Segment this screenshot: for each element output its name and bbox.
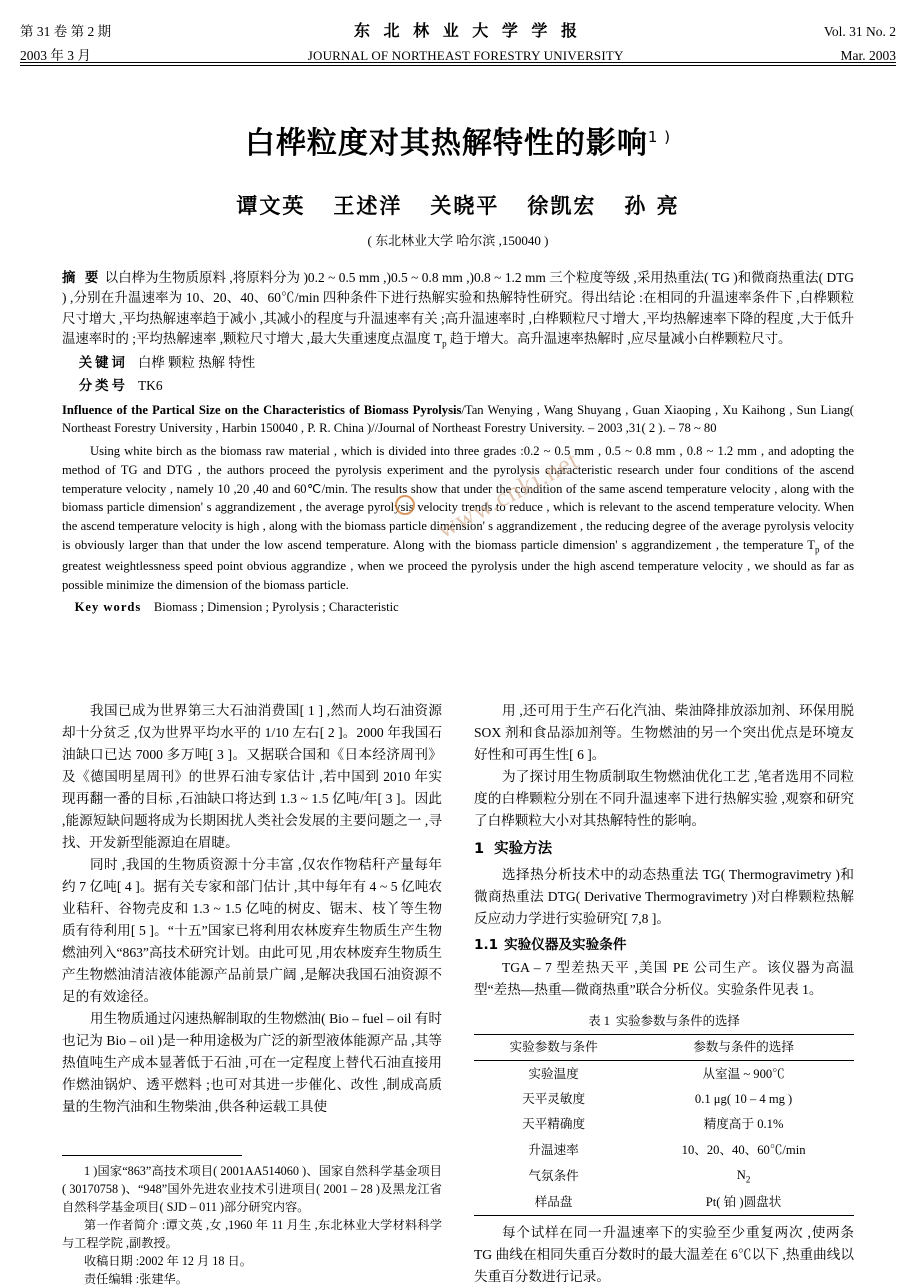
table-row [474, 1163, 854, 1190]
table-cell: 升温速率 [528, 1142, 579, 1157]
section-number-1: 1 [474, 841, 485, 858]
page-title-text: 白桦粒度对其热解特性的影响 [244, 126, 648, 161]
section-title-1-1: 实验仪器及实验条件 [504, 936, 627, 953]
paragraph: 为了探讨用生物质制取生物燃油优化工艺 ,笔者选用不同粒度的白桦颗粒分别在不同升温速率下进行热解实验 ,观察和研究了白桦颗粒大小对其热解特性的影响。 [474, 769, 854, 829]
table-header-cell: 实验参数与条件 [474, 1034, 633, 1060]
abstract-label-cn: 摘 要 [62, 270, 102, 285]
section-title-1: 实验方法 [494, 841, 553, 858]
table-row [474, 1061, 854, 1087]
classification-label-cn: 分类号 [78, 377, 128, 393]
table-row [474, 1087, 854, 1112]
table-row [474, 1190, 854, 1216]
paragraph: 用生物质通过闪速热解制取的生物燃油( Bio – fuel – oil 有时也记为 Bio – oil )是一种用途极为广泛的新型液体能源产品 ,其等热值吨生产成本显著低于石油 ,可在一定程度上替代石油直接用作燃油锅炉、透平燃料 ;也可对其进一步催化、改性 ,制成高质量的生物汽油和生物柴油 ,供各种运载工具使 [62, 1011, 442, 1115]
abstract-en-text: Using white birch as the biomass raw material , which is divided into three grades :0.2 ~ 0.5 mm , 0.5 ~ 0.8 mm , 0.8 ~ 1.2 mm , and adopting the method of TG and DTG , the authors proceed the pyrolysis experiment and the pyrolysis characteristic research under four conditions of the ascend temperature velocity , namely 10 ,20 ,40 and 60℃/min. The results show that under the condition of the same ascend temperature velocity , along with the biomass particle dimension' s aggrandizement , the average pyrolysis velocity trends to reduce , which is relevant to the ascend temperature velocity. When the ascend temperature velocity is high , along with the biomass particle dimension' s aggrandizement , the reducing degree of the average pyrolysis velocity is obviously larger than that under the low ascend temperature. Along with the biomass particle dimension' s aggrandizement , the temperature T [62, 443, 854, 553]
abstract-text-cn: 以白桦为生物质原料 ,将原料分为 )0.2 ~ 0.5 mm ,)0.5 ~ 0.8 mm ,)0.8 ~ 1.2 mm 三个粒度等级 ,采用热重法( TG )和微商热重法( DTG ) ,分别在升温速率为 10、20、40、60℃/min 四种条件下进行热解实验和热解特性研究。得出结论 :在相同的升温速率条件下 ,白桦颗粒尺寸增大 ,平均热解速率趋于减小 ,其减小的程度与升温速率有关 ;高升温速率时 ,白桦颗粒尺寸增大 ,平均热解速率下降的程度 ,大于低升温速率时的 ;平均热解速率 ,颗粒尺寸增大 ,最大失重速度点温度 T [62, 270, 854, 347]
abstract-en-subscript-p: p [814, 544, 820, 555]
author-list [0, 190, 916, 220]
column-left [62, 700, 442, 1118]
paragraph: 用 ,还可用于生产石化汽油、柴油降排放添加剂、环保用脱 SOX 剂和食品添加剂等。生物燃油的另一个突出优点是环境友好性和可再生性[ 6 ]。 [474, 703, 854, 763]
table-cell: 10、20、40、60℃/min [681, 1142, 806, 1157]
english-title-meta: /Tan Wenying , Wang Shuyang , Guan Xiaoping , Xu Kaihong , Sun Liang( Northeast Forestry University , Harbin 150040 , P. R. China )//Journal of Northeast Forestry University. – 2003 ,31( 2 ). – 78 ~ 80 [62, 403, 854, 436]
abstract-subscript-p: p [442, 338, 447, 349]
section-heading-1 [474, 838, 854, 861]
footnotes [62, 1162, 442, 1288]
table-number: 表 1 [588, 1013, 610, 1028]
footnote-rule [62, 1155, 242, 1156]
table-cell: 天平精确度 [522, 1117, 586, 1132]
journal-title-cn: 东 北 林 业 大 学 学 报 [353, 21, 581, 40]
table-cell: 样品盘 [474, 1190, 633, 1216]
table-cell: 天平灵敏度 [522, 1092, 586, 1107]
volume-issue-en: Vol. 31 No. 2 [823, 24, 896, 39]
table-caption [474, 1011, 854, 1031]
column-right [474, 700, 854, 1288]
keywords-label-cn: 关键词 [78, 355, 128, 371]
header-rule-thick [20, 62, 896, 63]
issue-date-en: Mar. 2003 [840, 48, 896, 63]
footnote-item: 责任编辑 :张建华。 [84, 1272, 188, 1287]
author-2: 王述洋 [333, 194, 403, 218]
classification-row [62, 376, 854, 396]
title-footnote-marker: 1 ) [647, 128, 672, 146]
keywords-cn-row [62, 353, 854, 373]
abstract-en [62, 442, 854, 595]
keywords-en: Biomass ; Dimension ; Pyrolysis ; Characteristic [153, 599, 399, 614]
journal-title-en: JOURNAL OF NORTHEAST FORESTRY UNIVERSITY [307, 48, 624, 63]
watermark-circle-icon [395, 495, 415, 515]
masthead [20, 18, 896, 64]
author-5: 孙 亮 [624, 194, 680, 218]
paragraph: 同时 ,我国的生物质资源十分丰富 ,仅农作物秸秆产量每年约 7 亿吨[ 4 ]。据有关专家和部门估计 ,其中每年有 4 ~ 5 亿吨农业秸秆、谷物壳皮和 1.3 ~ 1.5 亿吨的树皮、锯末、枝丫等生物质有待利用[ 5 ]。“十五”国家已将利用农林废弃生物质生产生物燃油列入“863”高技术研究计划。由此可见 ,用农林废弃生物质生产生物燃油清洁液体能源产品前景广阔 ,是解决我国石油资源不足的有效途径。 [62, 857, 442, 1005]
table-cell: 从室温 ~ 900℃ [702, 1066, 785, 1081]
masthead-row-2 [20, 44, 896, 64]
table-header-cell: 参数与条件的选择 [633, 1034, 854, 1060]
section-heading-1-1 [474, 934, 854, 956]
table-cell: 精度高于 0.1% [703, 1117, 784, 1132]
masthead-row-1 [20, 18, 896, 41]
footnote-item: 第一作者简介 :谭文英 ,女 ,1960 年 11 月生 ,东北林业大学材料科学与工程学院 ,副教授。 [62, 1218, 442, 1251]
keywords-label-en: Key words [74, 599, 142, 614]
abstract-en-text-tail: of the greatest weightlessness speed point obvious aggrandize , when we proceed the pyrolysis under the high ascend temperature velocity , we should as far as possible minimize the dimension of the biomass particle. [62, 538, 854, 593]
english-title-line [62, 401, 854, 438]
volume-issue-cn: 第 31 卷 第 2 期 [20, 24, 112, 39]
footnote-item: 收稿日期 :2002 年 12 月 18 日。 [84, 1254, 252, 1269]
classification-code: TK6 [137, 377, 163, 393]
table-caption-text: 实验参数与条件的选择 [615, 1013, 740, 1028]
table-row [474, 1112, 854, 1137]
page-title [0, 118, 916, 162]
paragraph: TGA – 7 型差热天平 ,美国 PE 公司生产。该仪器为高温型“差热—热重—微商热重”联合分析仪。实验条件见表 1。 [474, 959, 854, 997]
table-row [474, 1137, 854, 1162]
header-rule-thin [20, 65, 896, 66]
paragraph: 选择热分析技术中的动态热重法 TG( Thermogravimetry )和微商热重法 DTG( Derivative Thermogravimetry )对白桦颗粒热解反应动力学进行实验研究[ 7,8 ]。 [474, 866, 854, 926]
author-1: 谭文英 [236, 194, 306, 218]
author-4: 徐凯宏 [527, 194, 597, 218]
table-cell: 气氛条件 [528, 1169, 579, 1184]
affiliation: ( 东北林业大学 哈尔滨 ,150040 ) [367, 233, 549, 248]
table-header-row [474, 1034, 854, 1060]
table-cell: Pt( 铂 )圆盘状 [633, 1190, 854, 1216]
table-cell: $N_2$ [736, 1168, 751, 1185]
parameters-table [474, 1034, 854, 1216]
keywords-en-row [62, 598, 854, 617]
abstract-cn [62, 268, 854, 351]
section-number-1-1: 1.1 [474, 936, 499, 953]
footnote-item: 1 )国家“863”高技术项目( 2001AA514060 )、国家自然科学基金项目( 30170758 )、“948”国外先进农业技术引进项目( 2001 – 28 )及黑龙江省自然科学基金项目( SJD – 011 )部分研究内容。 [62, 1164, 442, 1215]
abstract-block [62, 268, 854, 617]
issue-date-cn: 2003 年 3 月 [20, 48, 91, 63]
table-cell: 0.1 μg( 10 – 4 mg ) [694, 1092, 793, 1107]
keywords-cn: 白桦 颗粒 热解 特性 [137, 355, 256, 371]
english-title: Influence of the Partical Size on the Characteristics of Biomass Pyrolysis [62, 403, 462, 418]
author-3: 关晓平 [430, 194, 500, 218]
table-cell: 实验温度 [528, 1066, 579, 1081]
abstract-text-cn-tail: 趋于增大。高升温速率热解时 ,应尽量减小白桦颗粒尺寸。 [446, 331, 792, 347]
watermark: www.cnki.net [432, 445, 584, 545]
paragraph: 我国已成为世界第三大石油消费国[ 1 ] ,然而人均石油资源却十分贫乏 ,仅为世界平均水平的 1/10 左右[ 2 ]。2000 年我国石油缺口已达 7000 多万吨[ 3 ]。又据联合国和《日本经济周刊》及《德国明星周刊》的世界石油专家估计 ,若中国到 2010 年实现再翻一番的目标 ,石油缺口将达到 1.3 ~ 1.5 亿吨/年[ 3 ]。因此 ,能源短缺问题将成为长期困扰人类社会发展的主要问题之一 ,寻找、开发新型能源迫在眉睫。 [62, 703, 442, 851]
paragraph: 每个试样在同一升温速率下的实验至少重复两次 ,使两条 TG 曲线在相同失重百分数时的最大温差在 6℃以下 ,热重曲线以失重百分数进行记录。 [474, 1225, 854, 1285]
